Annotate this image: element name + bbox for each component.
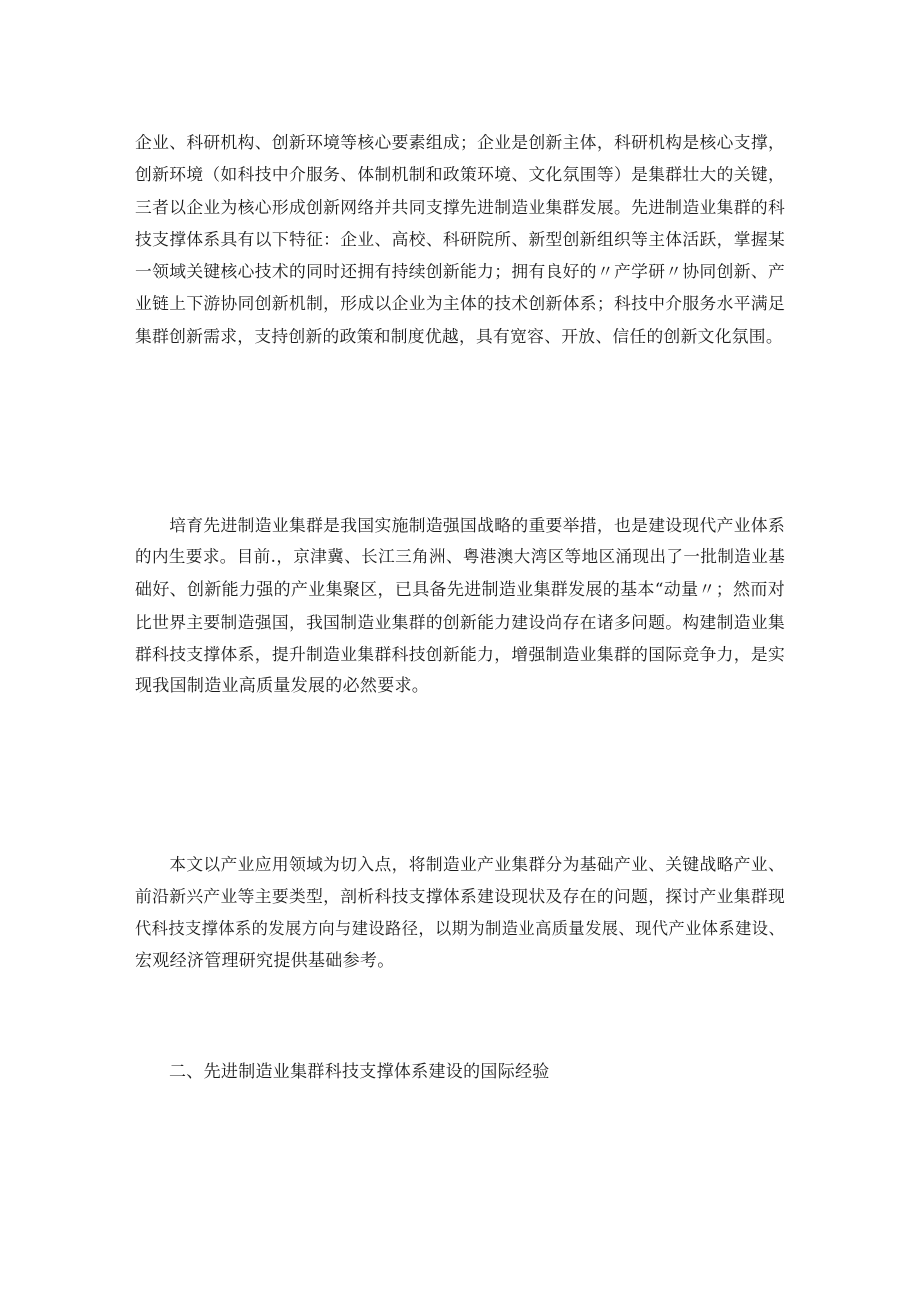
paragraph-line: 代科技支撑体系的发展方向与建设路径，以期为制造业高质量发展、现代产业体系建设、 [135, 918, 785, 938]
paragraph-line: 业链上下游协同创新机制，形成以企业为主体的技术创新体系；科技中介服务水平满足 [135, 293, 785, 314]
paragraph-line: 集群创新需求，支持创新的政策和制度优越，具有宽容、开放、信任的创新文化氛围。 [135, 325, 783, 346]
paragraph-line: 群科技支撑体系，提升制造业集群科技创新能力，增强制造业集群的国际竞争力，是实 [135, 644, 785, 665]
paragraph-line: 础好、创新能力强的产业集聚区，已具备先进制造业集群发展的基本“动量〃；然而对 [135, 579, 785, 600]
paragraph-line: 现我国制造业高质量发展的必然要求。 [135, 676, 430, 697]
paragraph-line: 宏观经济管理研究提供基础参考。 [135, 950, 395, 971]
paragraph-line: 比世界主要制造强国，我国制造业集群的创新能力建设尚存在诸多问题。构建制造业集 [135, 611, 785, 632]
section-heading [135, 1056, 785, 1088]
paragraph-line: 三者以企业为核心形成创新网络并共同支撑先进制造业集群发展。先进制造业集群的科 [135, 196, 785, 217]
paragraph-line: 技支撑体系具有以下特征：企业、高校、科研院所、新型创新组织等主体活跃，掌握某 [135, 228, 785, 249]
paragraph-line: 本文以产业应用领域为切入点，将制造业产业集群分为基础产业、关键战略产业、 [135, 854, 785, 874]
paragraph-1 [135, 126, 785, 352]
paragraph-line: 前沿新兴产业等主要类型，剖析科技支撑体系建设现状及存在的问题，探讨产业集群现 [135, 886, 785, 907]
paragraph-line: 一领域关键核心技术的同时还拥有持续创新能力；拥有良好的〃产学研〃协同创新、产 [135, 261, 785, 282]
paragraph-line: 培育先进制造业集群是我国实施制造强国战略的重要举措，也是建设现代产业体系 [135, 515, 785, 535]
paragraph-3 [135, 848, 785, 977]
section-heading-text: 二、先进制造业集群科技支撑体系建设的国际经验 [169, 1062, 550, 1082]
paragraph-line: 的内生要求。目前.，京津冀、长江三角洲、粤港澳大湾区等地区涌现出了一批制造业基 [135, 547, 785, 567]
paragraph-line: 创新环境（如科技中介服务、体制机制和政策环境、文化氛围等）是集群壮大的关键， [135, 164, 785, 185]
paragraph-2 [135, 509, 785, 703]
paragraph-line: 企业、科研机构、创新环境等核心要素组成；企业是创新主体，科研机构是核心支撑， [135, 132, 785, 152]
